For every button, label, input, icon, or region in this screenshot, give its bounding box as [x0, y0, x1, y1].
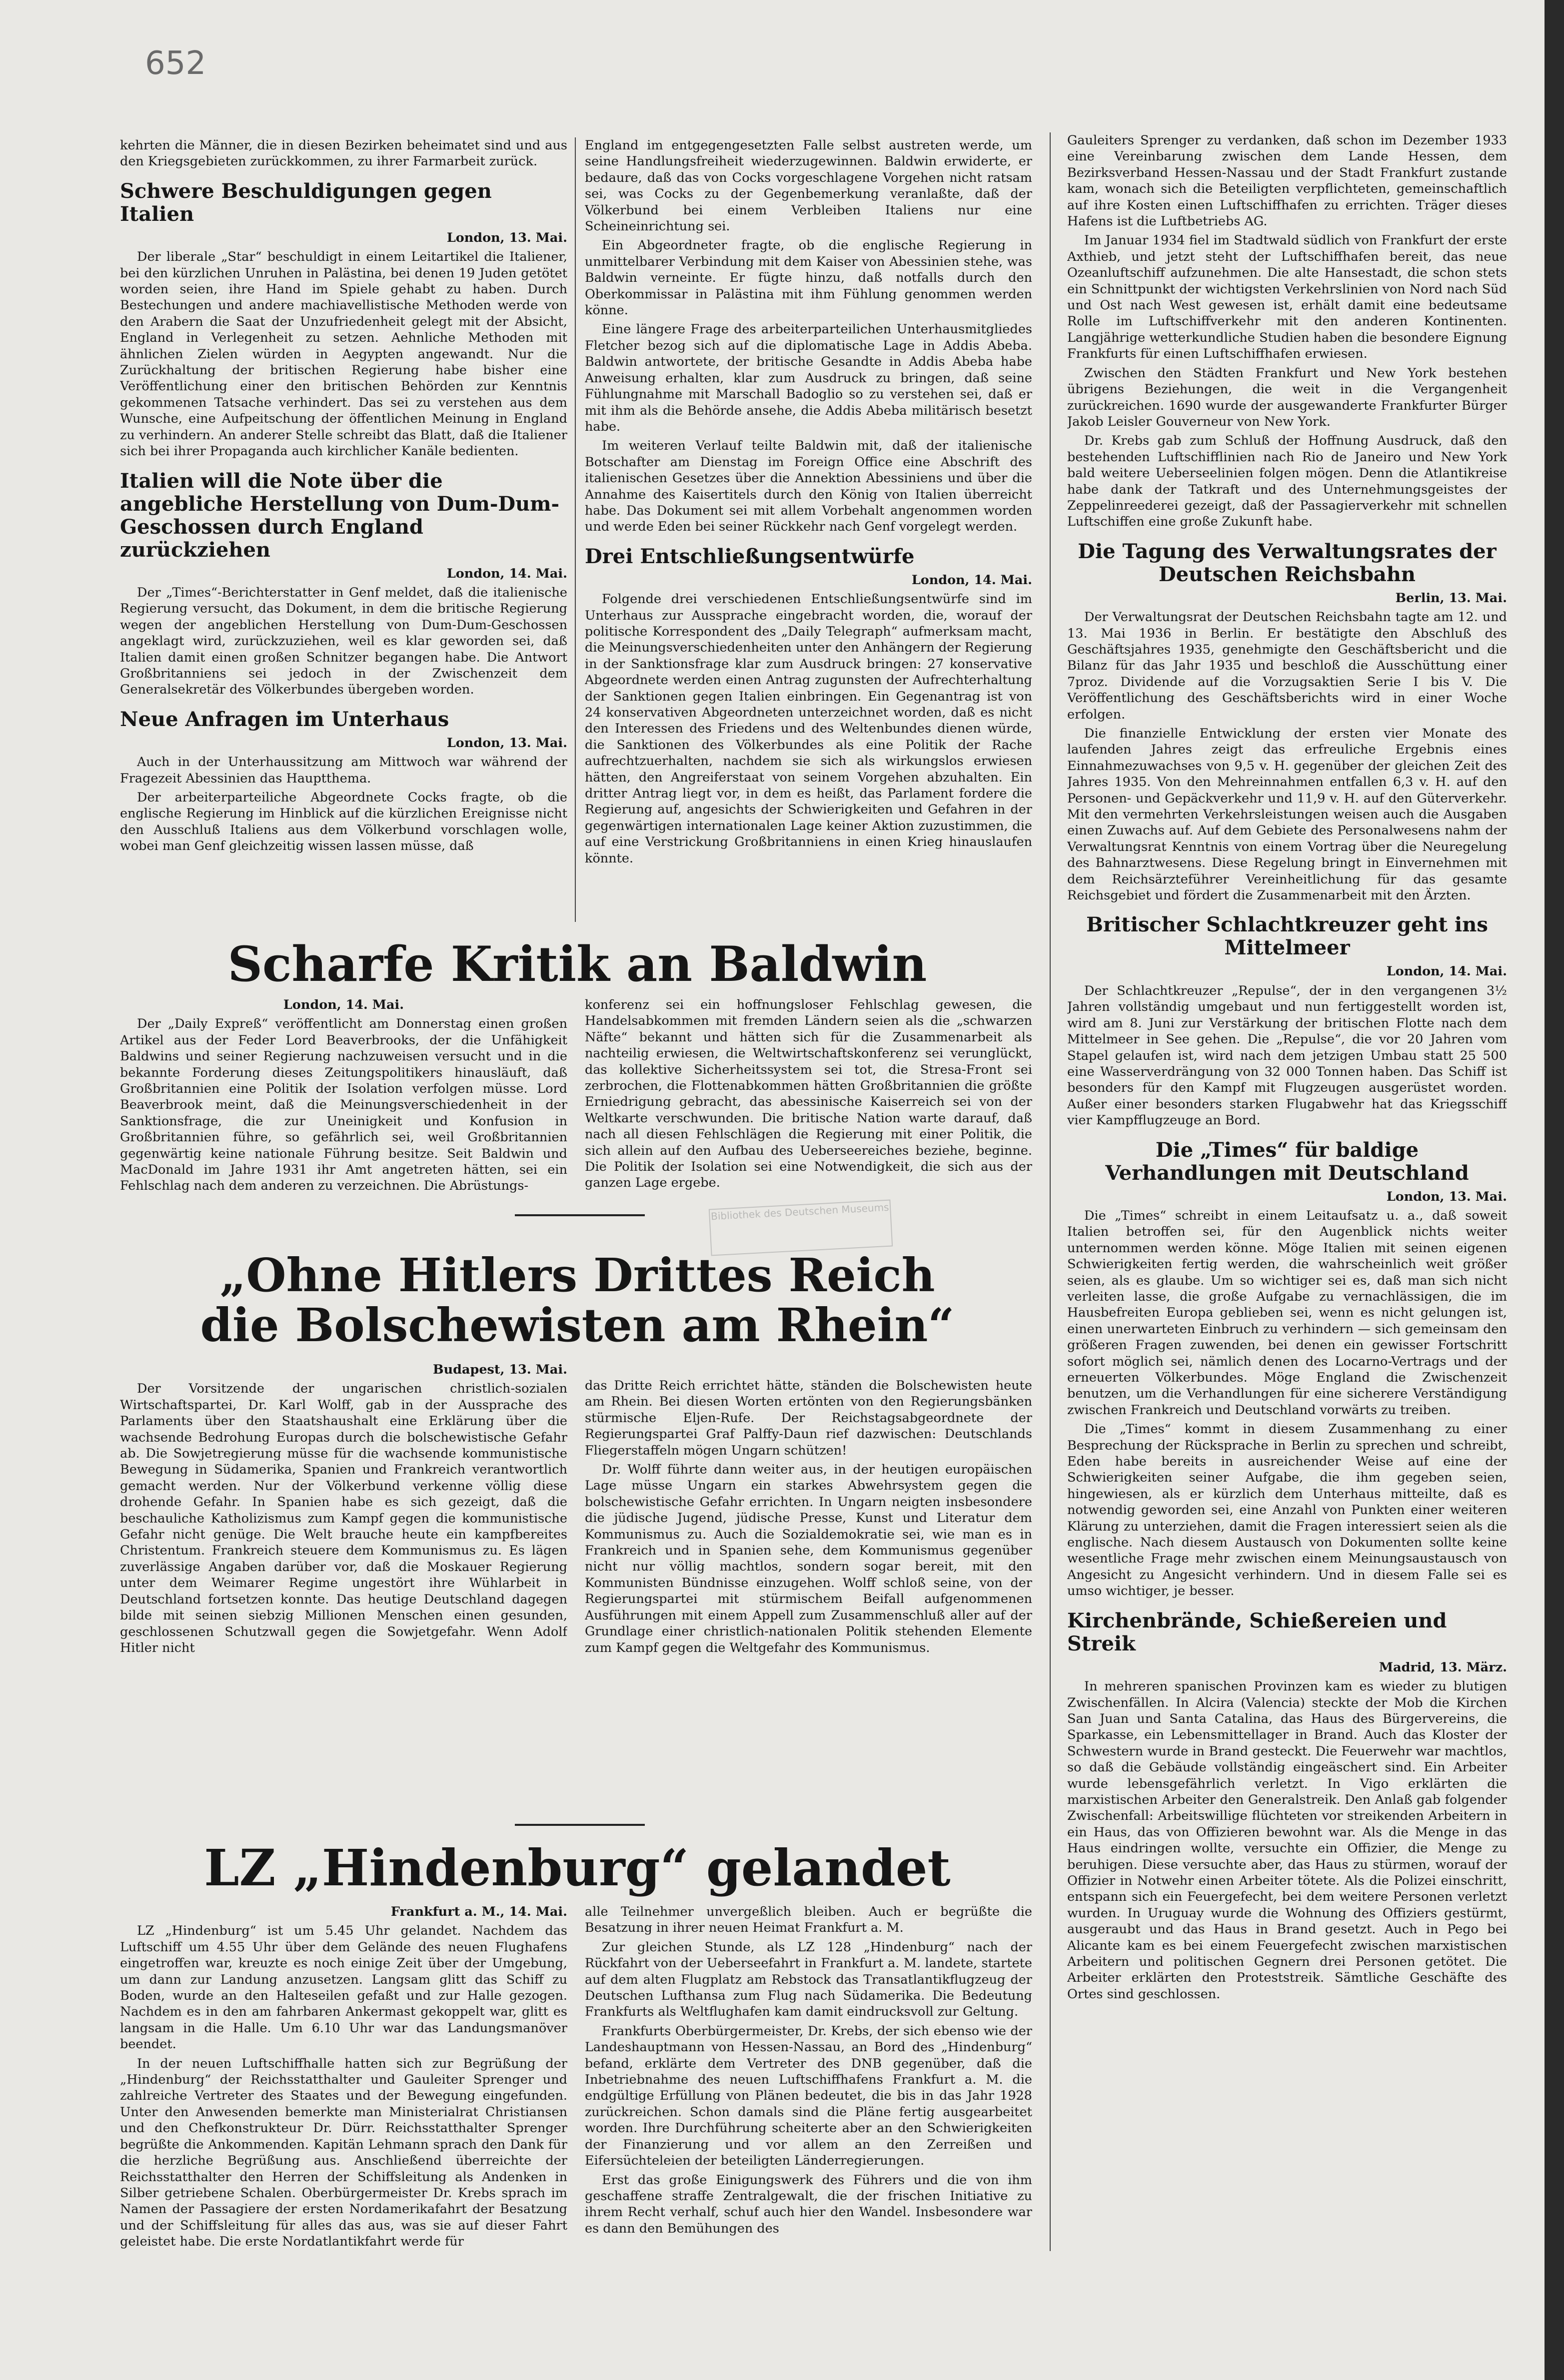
middle-top-column [585, 137, 1032, 922]
article-paragraph: Im weiteren Verlauf teilte Baldwin mit, daß der italienische Botschafter am Dienstag im Foreign Office eine Abschrift des italienischen Gesetzes über die Annektion Abessiniens und über die Annahme des Kaisertitels durch den König von Italien überreicht habe. Das Dokument sei mit allem Vorbehalt angenommen worden und werde Eden bei seiner Rückkehr nach Genf vorgelegt werden. [585, 438, 1032, 535]
headline-times: Die „Times“ für baldige Verhandlungen mit Deutschland [1105, 1138, 1469, 1185]
section-rule [515, 1824, 645, 1826]
article-paragraph: Gauleiters Sprenger zu verdanken, daß schon im Dezember 1933 eine Vereinbarung zwischen dem Lande Hessen, dem Bezirksverband Hessen-Nassau und der Stadt Frankfurt zustande kam, wonach sich die Beteiligten verpflichteten, gemeinschaftlich auf ihre Kosten einen Luftschiffhafen zu errichten. Träger dieses Hafens ist die Luftbetriebs AG. [1067, 133, 1507, 229]
dateline: Madrid, 13. März. [1379, 1659, 1507, 1675]
scharfe-left [120, 997, 567, 1207]
dateline: London, 14. Mai. [283, 997, 404, 1012]
page-edge [1545, 0, 1564, 2380]
headline-hitler-line-1: „Ohne Hitlers Drittes Reich [219, 1248, 935, 1302]
article-paragraph: Der „Daily Expreß“ veröffentlicht am Donnerstag einen großen Artikel aus der Feder Lord Beaverbrooks, der die Unfähigkeit Baldwins und seiner Regierung nachzuweisen versucht und in die bekannte Forderung dieses Zeitungspolitikers hinausläuft, daß Großbritannien eine Politik der Isolation verfolgen müsse. Lord Beaverbrook meint, daß die Meinungsverschiedenheit in der Sanktionsfrage, die zur Uneinigkeit und Konfusion in Großbritannien führe, so gefährlich sei, weil Großbritannien gegenwärtig keine nationale Führung besitze. Seit Baldwin und MacDonald im Jahre 1931 ihr Amt angetreten hätten, sei ein Fehlschlag nach dem anderen zu verzeichnen. Die Abrüstungs- [120, 1016, 567, 1194]
article-paragraph: LZ „Hindenburg“ ist um 5.45 Uhr gelandet. Nachdem das Luftschiff um 4.55 Uhr über dem Gelände des neuen Flughafens eingetroffen war, kreuzte es noch einige Zeit über der Umgebung, um dann zur Landung anzusetzen. Langsam glitt das Schiff zu Boden, wurde an den Halteseilen gefaßt und zur Halle gezogen. Nachdem es in den am fahrbaren Ankermast gekoppelt war, glitt es langsam in die Halle. Um 6.10 Uhr war das Landungsmanöver beendet. [120, 1923, 567, 2052]
article-paragraph: Der Vorsitzende der ungarischen christlich-sozialen Wirtschaftspartei, Dr. Karl Wolff, gab in der Aussprache des Parlaments über den Staatshaushalt eine Erklärung über die wachsende Bedrohung Europas durch die bolschewistische Gefahr ab. Die Sowjetregierung müsse für die wachsende kommunistische Bewegung in Südamerika, Spanien und Frankreich verantwortlich gemacht werden. Nur der Völkerbund verkenne völlig diese drohende Gefahr. In Spanien habe es sich gezeigt, daß die beschauliche Katholizismus zum Kampf gegen die kommunistische Gefahr nicht genüge. Die Welt brauche heute ein kampfbereites Christentum. Frankreich steuere dem Kommunismus zu. Es lägen zuverlässige Angaben darüber vor, daß die Moskauer Regierung unter dem Weimarer Regime ungestört ihre Wühlarbeit in Deutschland fortsetzen konnte. Das heutige Deutschland dagegen bilde mit seinen siebzig Millionen Menschen einen gesunden, geschlossenen Schutzwall gegen die Sowjetgefahr. Wenn Adolf Hitler nicht [120, 1381, 567, 1655]
headline-schlachtkreuzer: Britischer Schlachtkreuzer geht ins Mittelmeer [1086, 913, 1488, 960]
article-paragraph: Folgende drei verschiedenen Entschließungsentwürfe sind im Unterhaus zur Aussprache eingebracht worden, die, worauf der politische Korrespondent des „Daily Telegraph“ aufmerksam macht, die Meinungsverschiedenheiten unter den Anhängern der Regierung in der Sanktionsfrage klar zum Ausdruck bringen: 27 konservative Abgeordnete werden einen Antrag zugunsten der Aufrechterhaltung der Sanktionen gegen Italien einbringen. Ein Gegenantrag ist von 24 konservativen Abgeordneten unterzeichnet worden, daß es nicht den Interessen des Friedens und des Weltenbundes dienen würde, die Sanktionen des Völkerbundes als eine Politik der Rache aufrechtzuerhalten, nachdem sie sich als wirkungslos erwiesen hätten, den Angreiferstaat von seinem Vorgehen abzuhalten. Ein dritter Antrag liegt vor, in dem es heißt, das Parlament fordere die Regierung auf, angesichts der Schwierigkeiten und Gefahren in der gegenwärtigen internationalen Lage keiner Aktion zuzustimmen, die auf eine Verstrickung Großbritanniens in einen Krieg hinauslaufen könnte. [585, 592, 1032, 866]
lz-right [585, 1904, 1032, 2284]
left-p0: kehrten die Männer, die in diesen Bezirken beheimatet sind und aus den Kriegsgebieten zurückkommen, zu ihrer Farmarbeit zurück. [120, 138, 567, 169]
lz-left [120, 1904, 567, 2284]
article-paragraph: Die „Times“ kommt in diesem Zusammenhang zu einer Besprechung der Rücksprache in Berlin zu sprechen und schreibt, Eden habe bereits in ausreichender Weise auf eine der Schwierigkeiten seiner Aufgabe, die ihm gegeben seien, hingewiesen, als er kürzlich dem Unterhaus mitteilte, daß es notwendig geworden sei, eine Anzahl von Punkten einer weiteren Klärung zu unterziehen, damit die Fragen interessiert seien als die englische. Nach diesem Austausch von Dokumenten sollte keine wesentliche Frage mehr zwischen einem Meinungsaustausch von Angesicht zu Angesicht verhindern. Und in diesem Falle sei es umso wichtiger, je besser. [1067, 1422, 1507, 1599]
article-paragraph: Dr. Krebs gab zum Schluß der Hoffnung Ausdruck, daß den bestehenden Luftschifflinien nach Rio de Janeiro und New York bald weitere Ueberseelinien folgen mögen. Denn die Atlantikreise habe dank der Tatkraft und des Unternehmungsgeistes der Zeppelinreederei gezeigt, daß der Passagierverkehr mit schnellen Luftschiffen eine große Zukunft habe. [1067, 433, 1507, 530]
dateline: London, 13. Mai. [446, 735, 567, 751]
headline-lz-hindenburg: LZ „Hindenburg“ gelandet [204, 1838, 951, 1897]
article-paragraph: Im Januar 1934 fiel im Stadtwald südlich von Frankfurt der erste Axthieb, und jetzt steht der Luftschiffhafen bereit, das neue Ozeanluftschiff aufzunehmen. Die alte Hansestadt, die schon stets ein Schnittpunkt der wichtigsten Verkehrslinien von Nord nach Süd und Ost nach West gewesen ist, erhält damit eine bedeutsame Rolle im Luftschiffverkehr mit den anderen Kontinenten. Langjährige wetterkundliche Studien haben die besondere Eignung Frankfurts für einen Luftschiffhafen erwiesen. [1067, 233, 1507, 362]
hitler-left [120, 1362, 567, 1824]
hitler-right [585, 1378, 1032, 1824]
library-stamp: Bibliothek des Deutschen Museums [709, 1200, 893, 1256]
article-paragraph: das Dritte Reich errichtet hätte, ständen die Bolschewisten heute am Rhein. Bei diesen Worten ertönten von den Regierungsbänken stürmische Eljen-Rufe. Der Reichstagsabgeordnete der Regierungspartei Graf Palffy-Daun rief dazwischen: Deutschlands Fliegerstaffeln mögen Ungarn schützen! [585, 1378, 1032, 1458]
headline-neue-anfragen: Neue Anfragen im Unterhaus [120, 707, 449, 731]
article-paragraph: Ein Abgeordneter fragte, ob die englische Regierung in unmittelbarer Verbindung mit dem Kaiser von Abessinien stehe, was Baldwin verneinte. Er fügte hinzu, daß notfalls durch den Oberkommissar in Palästina mit ihm Fühlung genommen werden könne. [585, 238, 1032, 318]
article-paragraph: Der Verwaltungsrat der Deutschen Reichsbahn tagte am 12. und 13. Mai 1936 in Berlin. Er bestätigte den Abschluß des Geschäftsjahres 1935, genehmigte den Geschäftsbericht und die Bilanz für das Jahr 1935 und beschloß die Ausschüttung einer 7proz. Dividende auf die Vorzugsaktien Serie I bis V. Die Veröffentlichung des Geschäftsberichts wird in einer Woche erfolgen. [1067, 610, 1507, 722]
article-paragraph: Die „Times“ schreibt in einem Leitaufsatz u. a., daß soweit Italien betroffen sei, für den Augenblick nichts weiter unternommen werden könne. Möge Italien mit seinen eigenen Schwierigkeiten fertig werden, die wahrscheinlich weit größer seien, als es glaube. Um so wichtiger sei es, daß man sich nicht verleiten lasse, die große Aufgabe zu vernachlässigen, die im Hausbefreiten Europa geblieben sei, wenn es nicht gelungen ist, einen unerwarteten Einbruch zu verhindern — sich gemeinsam den größeren Fragen zuwenden, bei denen ein gewisser Fortschritt sofort möglich sei, nämlich denen des Locarno-Vertrags und der erneuerten Völkerbundes. Möge England die Zwischenzeit benutzen, um die Verhandlungen für eine sicherere Verständigung zwischen Frankreich und Deutschland vorwärts zu treiben. [1067, 1208, 1507, 1418]
column-divider [1050, 132, 1051, 2251]
article-paragraph: Der „Times“-Berichterstatter in Genf meldet, daß die italienische Regierung versucht, das Dokument, in dem die britische Regierung wegen der angeblichen Herstellung von Dum-Dum-Geschossen angeklagt wird, zurückzuziehen, weil es klar geworden sei, daß Italien damit einen großen Schnitzer begangen habe. Die Antwort Großbritanniens sei jedoch in der Zwischenzeit dem Generalsekretär des Völkerbundes übergeben worden. [120, 585, 567, 698]
article-paragraph: Der liberale „Star“ beschuldigt in einem Leitartikel die Italiener, bei den kürzlichen Unruhen in Palästina, bei denen 19 Juden getötet worden seien, ihre Hand im Spiele gehabt zu haben. Durch Bestechungen und andere machiavellistische Methoden werde von den Arabern die Saat der Unzufriedenheit gelegt mit der Absicht, England in Verlegenheit zu setzen. Aehnliche Methoden mit ähnlichen Zielen würden in Aegypten angewandt. Nur die Zurückhaltung der britischen Regierung habe bisher eine Veröffentlichung einer den britischen Behörden zur Kenntnis gekommenen Tatsache verhindert. Das sei zu verstehen aus dem Wunsche, eine Aufpeitschung der öffentlichen Meinung in England zu verhindern. An anderer Stelle schreibt das Blatt, daß die Italiener sich bei ihrer Propaganda auch kirchlicher Kanäle bedienten. [120, 249, 567, 459]
right-column [1067, 132, 1507, 2251]
dateline: London, 14. Mai. [446, 566, 567, 581]
dateline: London, 14. Mai. [1386, 964, 1507, 979]
headline-kirchenbraende: Kirchenbrände, Schießereien und Streik [1067, 1608, 1447, 1655]
dateline: London, 13. Mai. [1386, 1189, 1507, 1204]
page-number: 652 [145, 45, 206, 82]
headline-scharfe-kritik: Scharfe Kritik an Baldwin [227, 936, 927, 992]
article-paragraph: Eine längere Frage des arbeiterparteilichen Unterhausmitgliedes Fletcher bezog sich auf die diplomatische Lage in Addis Abeba. Baldwin antwortete, der britische Gesandte in Addis Abeba habe Anweisung erhalten, klar zum Ausdruck zu bringen, daß seine Fühlungnahme mit Marschall Badoglio so zu verstehen sei, daß er mit ihm als die Behörde ansehe, die Addis Abeba militärisch besetzt habe. [585, 322, 1032, 434]
article-paragraph: Zur gleichen Stunde, als LZ 128 „Hindenburg“ nach der Rückfahrt von der Ueberseefahrt in Frankfurt a. M. landete, startete auf dem alten Flugplatz am Rebstock das Transatlantikflugzeug der Deutschen Lufthansa zum Flug nach Südamerika. Die Bedeutung Frankfurts als Weltflughafen kam damit eindrucksvoll zur Geltung. [585, 1939, 1032, 2020]
article-paragraph: Zwischen den Städten Frankfurt und New York bestehen übrigens Beziehungen, die weit in die Vergangenheit zurückreichen. 1690 wurde der ausgewanderte Frankfurter Bürger Jakob Leisler Gouverneur von New York. [1067, 365, 1507, 429]
article-paragraph: konferenz sei ein hoffnungsloser Fehlschlag gewesen, die Handelsabkommen mit fremden Ländern seien als die „schwarzen Näfte“ bekannt und hätten sich für die Zusammenarbeit als nachteilig erwiesen, die Weltwirtschaftskonferenz sei verunglückt, das kollektive Sicherheitssystem sei tot, die Stresa-Front sei zerbrochen, die Flottenabkommen hätten Großbritannien die größte Erniedrigung gebracht, das abessinische Kaiserreich sei von der Weltkarte verschwunden. Die britische Nation warte darauf, daß nach all diesen Fehlschlägen die Regierung mit einer Politik, die sich allein auf den Aufbau des Ueberseereiches beziehe, beginne. Die Politik der Isolation sei eine Notwendigkeit, die sich aus der ganzen Lage ergebe. [585, 997, 1032, 1191]
dateline: Berlin, 13. Mai. [1395, 590, 1507, 606]
dateline: London, 13. Mai. [446, 230, 567, 245]
headline-hitler-line-2: die Bolschewisten am Rhein“ [200, 1298, 955, 1352]
column-divider [575, 137, 576, 922]
headline-entschliessung: Drei Entschließungsentwürfe [585, 544, 915, 568]
article-paragraph: In der neuen Luftschiffhalle hatten sich zur Begrüßung der „Hindenburg“ der Reichsstatthalter und Gauleiter Sprenger und zahlreiche Vertreter des Staates und der Bewegung eingefunden. Unter den Anwesenden bemerkte man Ministerialrat Christiansen und den Chefkonstrukteur Dr. Dürr. Reichsstatthalter Sprenger begrüßte die Ankommenden. Kapitän Lehmann sprach den Dank für die herzliche Begrüßung aus. Anschließend überreichte der Reichsstatthalter den Herren der Schiffsleitung als Andenken in Silber getriebene Schalen. Oberbürgermeister Dr. Krebs sprach im Namen der Passagiere der ersten Nordamerikafahrt der Besatzung und der Schiffsleitung für alles das aus, was sie auf dieser Fahrt geleistet habe. Die erste Nordatlantikfahrt werde für [120, 2056, 567, 2250]
article-paragraph: alle Teilnehmer unvergeßlich bleiben. Auch er begrüßte die Besatzung in ihrer neuen Heimat Frankfurt a. M. [585, 1904, 1032, 1936]
article-paragraph: Frankfurts Oberbürgermeister, Dr. Krebs, der sich ebenso wie der Landeshauptmann von Hessen-Nassau, an Bord des „Hindenburg“ befand, erklärte dem Vertreter des DNB gegenüber, daß die Inbetriebnahme des neuen Luftschiffhafens Frankfurt a. M. die endgültige Erfüllung von Plänen bedeutet, die bis in das Jahr 1928 zurückreichen. Schon damals sind die Pläne fertig ausgearbeitet worden. Ihre Durchführung scheiterte aber an den Schwierigkeiten der Finanzierung und vor allem an den Zerreißen und Eifersüchteleien der beteiligten Länderregierungen. [585, 2023, 1032, 2169]
article-paragraph: Der arbeiterparteiliche Abgeordnete Cocks fragte, ob die englische Regierung im Hinblick auf die kürzlichen Ereignisse nicht den Ausschluß Italiens aus dem Völkerbund vorschlagen wolle, wobei man Genf gleichzeitig wissen lassen müsse, daß [120, 790, 567, 854]
article-paragraph: Erst das große Einigungswerk des Führers und die von ihm geschaffene straffe Zentralgewalt, die der frischen Initiative zu ihrem Recht verhalf, schuf auch hier den Wandel. Insbesondere war es dann den Bemühungen des [585, 2172, 1032, 2236]
dateline: Budapest, 13. Mai. [433, 1362, 567, 1377]
headline-reichsbahn: Die Tagung des Verwaltungsrates der Deutschen Reichsbahn [1078, 539, 1497, 586]
dateline: Frankfurt a. M., 14. Mai. [390, 1904, 567, 1919]
left-top-column [120, 137, 567, 922]
article-paragraph: England im entgegengesetzten Falle selbst austreten werde, um seine Handlungsfreiheit wiederzugewinnen. Baldwin erwiderte, er bedaure, daß das von Cocks vorgeschlagene Vorgehen nicht ratsam sei, was Cocks zu der Gegenbemerkung veranlaßte, daß der Völkerbund bei einem Verbleiben Italiens nur eine Scheineinrichtung sei. [585, 138, 1032, 234]
article-paragraph: In mehreren spanischen Provinzen kam es wieder zu blutigen Zwischenfällen. In Alcira (Valencia) steckte der Mob die Kirchen San Juan und Santa Catalina, das Haus des Bürgervereins, die Sparkasse, ein Lebensmittellager in Brand. Auch das Kloster der Schwestern wurde in Brand gesteckt. Die Feuerwehr war machtlos, so daß die Gebäude vollständig eingeäschert sind. Ein Arbeiter wurde lebensgefährlich verletzt. In Vigo erklärten die marxistischen Arbeiter den Generalstreik. Den Anlaß gab folgender Zwischenfall: Arbeitswillige flüchteten vor streikenden Arbeitern in ein Haus, das von Offizieren bewohnt war. Als die Menge in das Haus eindringen wollte, versuchte ein Offizier, die Menge zu beruhigen. Diese versuchte aber, das Haus zu stürmen, worauf der Offizier in Notwehr einen Arbeiter tötete. Als die Polizei einschritt, entspann sich ein Feuergefecht, bei dem weitere Personen verletzt wurden. In Uruguay wurde die Wohnung des Offiziers gestürmt, ausgeraubt und das Haus in Brand gesetzt. Auch in Pego bei Alicante kam es bei einem Feuergefecht zwischen marxistischen Arbeitern und politischen Gegnern drei Personen getötet. Die Arbeiter erklärten den Proteststreik. Sämtliche Geschäfte des Ortes sind geschlossen. [1067, 1679, 1507, 2002]
scharfe-right [585, 997, 1032, 1207]
article-paragraph: Der Schlachtkreuzer „Repulse“, der in den vergangenen 3½ Jahren vollständig umgebaut und nun fertiggestellt worden ist, wird am 8. Juni zur Verstärkung der britischen Flotte nach dem Mittelmeer in See gehen. Die „Repulse“, die vor 20 Jahren vom Stapel gelaufen ist, wird nach dem jetzigen Umbau statt 25 500 eine Wasserverdrängung von 32 000 Tonnen haben. Das Schiff ist besonders für den Kampf mit Flugzeugen ausgerüstet worden. Außer einer besonders starken Flugabwehr hat das Kriegsschiff vier Kampfflugzeuge an Bord. [1067, 983, 1507, 1128]
article-paragraph: Auch in der Unterhaussitzung am Mittwoch war während der Fragezeit Abessinien das Hauptthema. [120, 755, 567, 786]
headline-schwere: Schwere Beschuldigungen gegen Italien [120, 179, 492, 226]
dateline: London, 14. Mai. [911, 572, 1032, 588]
article-paragraph: Die finanzielle Entwicklung der ersten vier Monate des laufenden Jahres zeigt das erfreuliche Ergebnis eines Einnahmezuwachses von 9,5 v. H. gegenüber der gleichen Zeit des Jahres 1935. Von den Mehreinnahmen entfallen 6,3 v. H. auf den Personen- und Gepäckverkehr und 11,9 v. H. auf den Güterverkehr. Mit den vermehrten Verkehrsleistungen weisen auch die Ausgaben einen Zuwachs auf. Auf dem Gebiete des Personalwesens nahm der Verwaltungsrat Kenntnis von einem Vortrag über die Neuregelung des Bahnarztwesens. Diese Regelung bringt in Einvernehmen mit dem Reichsärzteführer Vereinheitlichung für das gesamte Reichsgebiet und fördert die Zusammenarbeit mit den Ärzten. [1067, 726, 1507, 903]
section-rule [515, 1214, 645, 1216]
article-paragraph: Dr. Wolff führte dann weiter aus, in der heutigen europäischen Lage müsse Ungarn ein starkes Abwehrsystem gegen die bolschewistische Gefahr errichten. In Ungarn neigten insbesondere die jüdische Jugend, jüdische Presse, Kunst und Literatur dem Kommunismus zu. Auch die Sozialdemokratie sei, wie man es in Frankreich und in Spanien sehe, dem Kommunismus gegenüber nicht nur völlig machtlos, sondern sogar bereit, mit den Kommunisten Bündnisse einzugehen. Wolff schloß seine, von der Regierungspartei mit stürmischem Beifall aufgenommenen Ausführungen mit einem Appell zum Zusammenschluß aller auf der Grundlage einer christlich-nationalen Politik stehenden Elemente zum Kampf gegen die Weltgefahr des Kommunismus. [585, 1462, 1032, 1655]
headline-italien-note: Italien will die Note über die angebliche Herstellung von Dum-Dum-Geschossen durch England zurückziehen [120, 469, 560, 562]
